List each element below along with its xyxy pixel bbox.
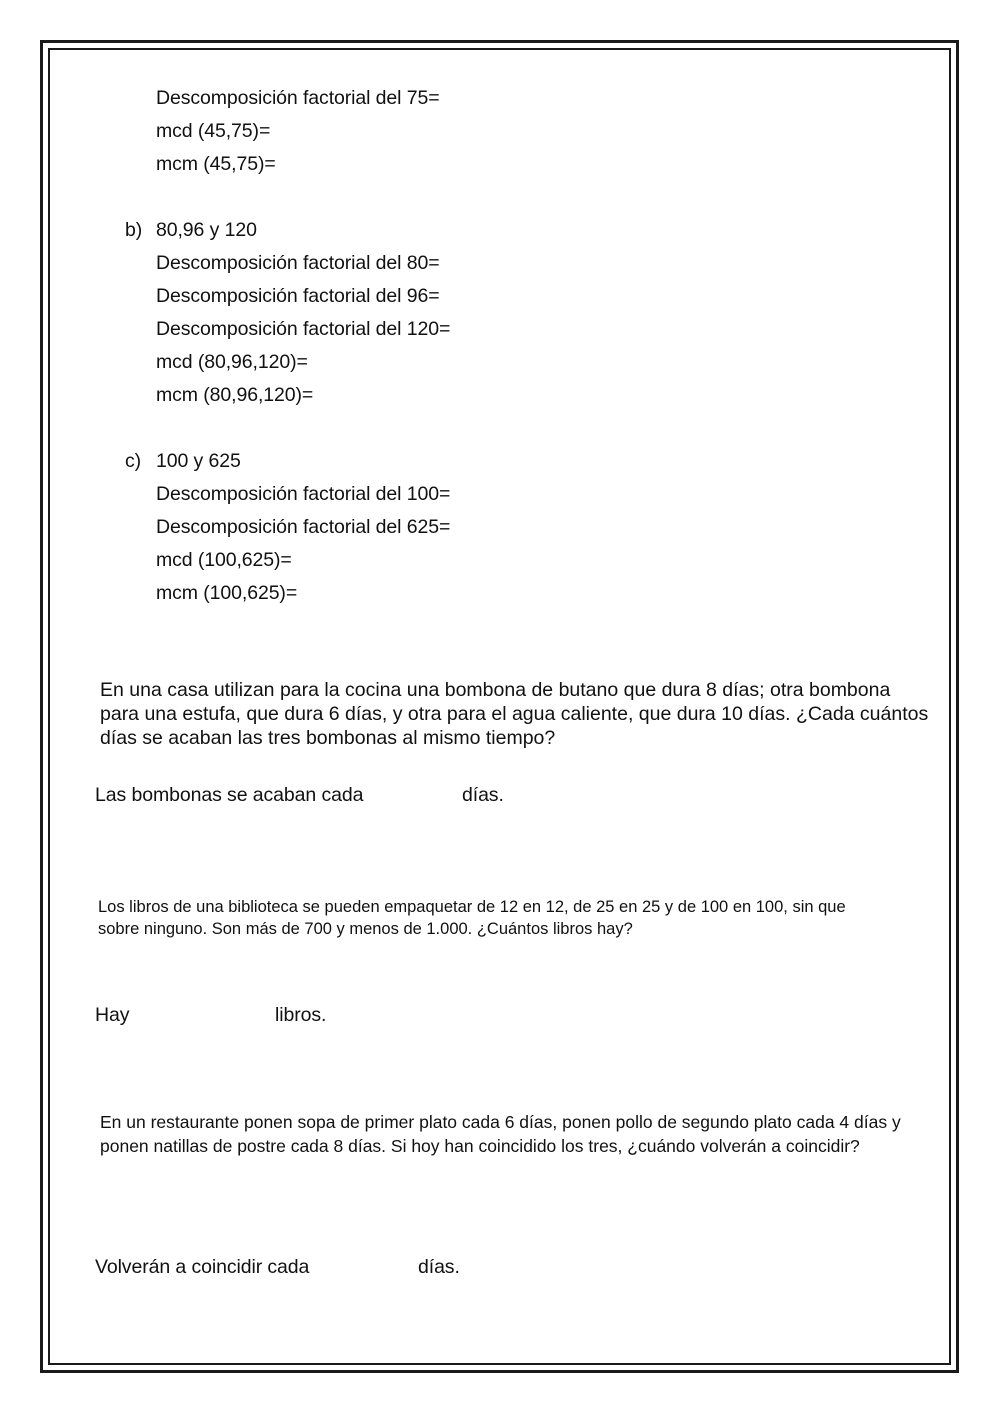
b-factorization-96: Descomposición factorial del 96= bbox=[156, 285, 440, 307]
problem-2-answer-suffix: libros. bbox=[275, 1004, 327, 1026]
c-title: 100 y 625 bbox=[156, 450, 241, 472]
a-mcd: mcd (45,75)= bbox=[156, 120, 271, 142]
problem-1-answer-prefix: Las bombonas se acaban cada bbox=[95, 784, 364, 806]
a-mcm: mcm (45,75)= bbox=[156, 153, 276, 175]
problem-1-answer-suffix: días. bbox=[462, 784, 504, 806]
problem-2-answer-prefix: Hay bbox=[95, 1004, 130, 1026]
b-factorization-80: Descomposición factorial del 80= bbox=[156, 252, 440, 274]
c-factorization-100: Descomposición factorial del 100= bbox=[156, 483, 451, 505]
problem-3-answer-suffix: días. bbox=[418, 1256, 460, 1278]
problem-1-text: En una casa utilizan para la cocina una bombona de butano que dura 8 días; otra bombona para una estufa, que dura 6 días, y otra para el agua caliente, que dura 10 días. ¿Cada cuántos días se acaban las tres bombonas al mismo tiempo? bbox=[100, 679, 929, 749]
b-marker: b) bbox=[125, 219, 143, 241]
c-mcd: mcd (100,625)= bbox=[156, 549, 292, 571]
a-factorization-75: Descomposición factorial del 75= bbox=[156, 87, 440, 109]
problem-3-answer-prefix: Volverán a coincidir cada bbox=[95, 1256, 310, 1278]
b-factorization-120: Descomposición factorial del 120= bbox=[156, 318, 451, 340]
b-mcd: mcd (80,96,120)= bbox=[156, 351, 308, 373]
problem-3-text: En un restaurante ponen sopa de primer plato cada 6 días, ponen pollo de segundo plato cada 4 días y ponen natillas de postre cada 8 días. Si hoy han coincidido los tres, ¿cuándo volverán a coincidir? bbox=[100, 1112, 901, 1156]
b-mcm: mcm (80,96,120)= bbox=[156, 384, 314, 406]
b-title: 80,96 y 120 bbox=[156, 219, 257, 241]
c-marker: c) bbox=[125, 450, 142, 472]
c-mcm: mcm (100,625)= bbox=[156, 582, 298, 604]
c-factorization-625: Descomposición factorial del 625= bbox=[156, 516, 451, 538]
problem-2-text: Los libros de una biblioteca se pueden empaquetar de 12 en 12, de 25 en 25 y de 100 en 100, sin que sobre ninguno. Son más de 700 y menos de 1.000. ¿Cuántos libros hay? bbox=[98, 898, 846, 938]
